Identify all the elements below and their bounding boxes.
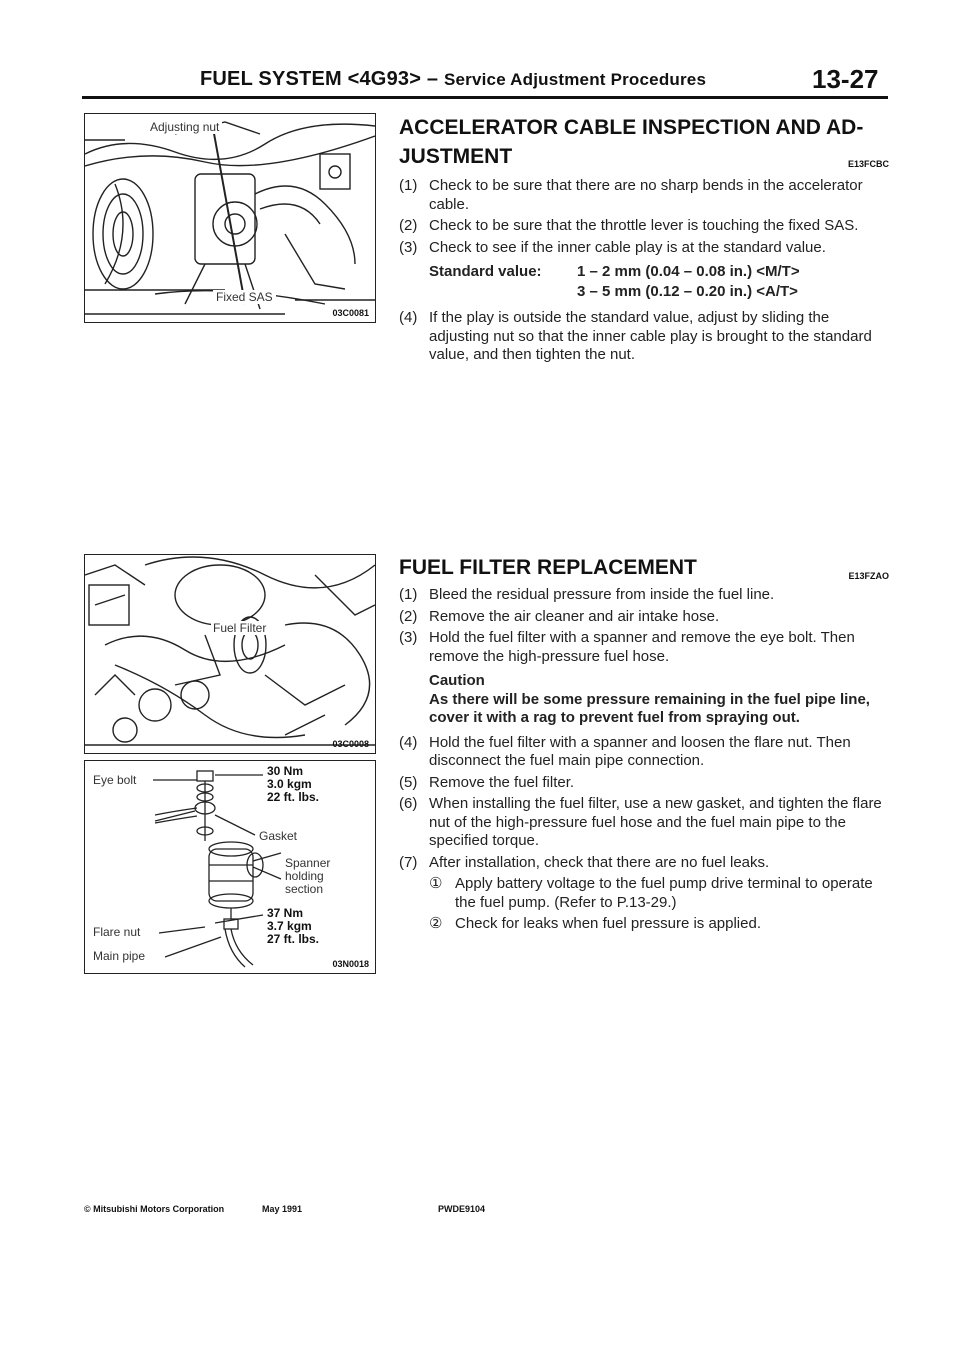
step-number: (4): [399, 733, 418, 751]
standard-value-at: 3 – 5 mm (0.12 – 0.20 in.) <A/T>: [577, 283, 798, 300]
label-fixed-sas: Fixed SAS: [213, 290, 276, 304]
page-header: [200, 68, 706, 91]
step-number: (5): [399, 773, 418, 791]
step-item: [399, 177, 889, 214]
section-title-text: FUEL FILTER REPLACEMENT: [399, 556, 697, 579]
torque-ftlbs: 27 ft. lbs.: [267, 932, 320, 946]
step-item: [399, 734, 889, 771]
step-text: If the play is outside the standard value, adjust by sliding the adjusting nut so that the inner cable play is brought to the standard value, and then tighten the nut.: [429, 309, 872, 363]
fuel-filter-diagram: [85, 761, 375, 973]
sub-step-number: ②: [429, 915, 443, 932]
figure-code: 03C0081: [332, 308, 369, 318]
step-item: [399, 239, 889, 258]
step-text: Bleed the residual pressure from inside the fuel line.: [429, 586, 775, 603]
torque-kgm: 3.0 kgm: [267, 777, 312, 791]
step-text: Remove the air cleaner and air intake hose.: [429, 607, 720, 625]
label-flare-nut: Flare nut: [93, 925, 141, 939]
figure-fuel-filter-location: [84, 554, 376, 754]
torque-nm: 37 Nm: [267, 906, 304, 920]
torque-nm: 30 Nm: [267, 764, 304, 778]
section2-steps: [399, 586, 889, 934]
spanner-line1: Spanner: [285, 856, 331, 870]
footer-copyright: © Mitsubishi Motors Corporation: [84, 1204, 225, 1214]
section-accelerator-cable: [399, 113, 889, 368]
step-number: (7): [399, 853, 418, 871]
figure-accelerator-cable: [84, 113, 376, 323]
step-number: (1): [399, 177, 418, 194]
torque-kgm: 3.7 kgm: [267, 919, 312, 933]
step-item: [399, 774, 889, 793]
step-number: (3): [399, 629, 418, 646]
torque-ftlbs: 22 ft. lbs.: [267, 790, 320, 804]
engine-illustration-2: [85, 555, 375, 753]
section-title-text: JUSTMENT: [399, 145, 513, 168]
standard-value-mt: 1 – 2 mm (0.04 – 0.08 in.) <M/T>: [577, 263, 800, 280]
standard-value-label: Standard value:: [429, 263, 542, 280]
step-text: Check to see if the inner cable play is at the standard value.: [429, 238, 826, 256]
step-item: [399, 629, 889, 666]
caution-block: [429, 672, 889, 728]
step-item: [399, 795, 889, 851]
label-fuel-filter: Fuel Filter: [213, 621, 267, 635]
sub-step-item: [429, 915, 889, 934]
section-fuel-filter-replacement: [399, 553, 889, 937]
step-text: Hold the fuel filter with a spanner and loosen the flare nut. Then disconnect the fuel main pipe connection.: [429, 733, 851, 769]
step-number: (2): [399, 217, 418, 234]
step-number: (2): [399, 607, 418, 625]
torque-spec-flare-nut: [267, 907, 319, 946]
figure-fuel-filter-torque: [84, 760, 376, 974]
label-adjusting-nut: Adjusting nut: [147, 120, 222, 134]
step-number: (4): [399, 309, 418, 326]
figure-code: 03N0018: [332, 959, 369, 969]
sub-step-item: [429, 875, 889, 912]
spanner-line3: section: [285, 882, 324, 896]
section-code: E13FZAO: [848, 571, 889, 581]
header-separator: –: [426, 68, 439, 90]
step-text: Remove the fuel filter.: [429, 773, 575, 791]
step-text: Hold the fuel filter with a spanner and remove the eye bolt. Then remove the high-pressure fuel hose.: [429, 629, 855, 665]
label-gasket: Gasket: [259, 829, 298, 843]
label-spanner-section: [285, 857, 330, 896]
step-item: [399, 586, 889, 605]
step-item: [399, 217, 889, 236]
step-number: (6): [399, 795, 418, 812]
label-eye-bolt: Eye bolt: [93, 773, 137, 787]
step-item: [399, 309, 889, 365]
header-title: FUEL SYSTEM <4G93>: [200, 68, 422, 90]
figure-code: 03C0008: [332, 739, 369, 749]
page-number: 13-27: [812, 64, 879, 94]
label-main-pipe: Main pipe: [93, 949, 146, 963]
step-text: Check to be sure that the throttle lever is touching the fixed SAS.: [429, 217, 859, 234]
sub-step-text: Apply battery voltage to the fuel pump drive terminal to operate the fuel pump. (Refer to P.13-29.): [455, 875, 873, 911]
header-subtitle: Service Adjustment Procedures: [443, 70, 707, 89]
section-title-line1: ACCELERATOR CABLE INSPECTION AND AD-: [399, 116, 864, 139]
spanner-line2: holding: [285, 869, 324, 883]
step-text: After installation, check that there are no fuel leaks.: [429, 853, 770, 871]
caution-text: As there will be some pressure remaining in the fuel pipe line, cover it with a rag to prevent fuel from spraying out.: [429, 690, 870, 726]
sub-step-text: Check for leaks when fuel pressure is applied.: [455, 915, 761, 932]
sub-step-number: ①: [429, 875, 443, 892]
section-code: E13FCBC: [847, 159, 889, 169]
torque-spec-eye-bolt: [267, 765, 319, 804]
step-item: [399, 854, 889, 873]
step-text: When installing the fuel filter, use a new gasket, and tighten the flare nut of the high-pressure fuel hose and the fuel main pipe to the specified torque.: [429, 795, 882, 849]
section-title-line2: [399, 142, 889, 171]
section1-steps: [399, 177, 889, 365]
step-number: (1): [399, 586, 418, 603]
step-item: [399, 608, 889, 627]
section-title: [399, 553, 889, 582]
step-text: Check to be sure that there are no sharp bends in the accelerator cable.: [429, 177, 863, 213]
header-rule: [82, 96, 888, 99]
caution-title: Caution: [429, 672, 485, 689]
footer-doc-code: PWDE9104: [438, 1204, 486, 1214]
step-number: (3): [399, 238, 418, 256]
footer-date: May 1991: [262, 1204, 303, 1214]
standard-value-block: [429, 263, 889, 305]
